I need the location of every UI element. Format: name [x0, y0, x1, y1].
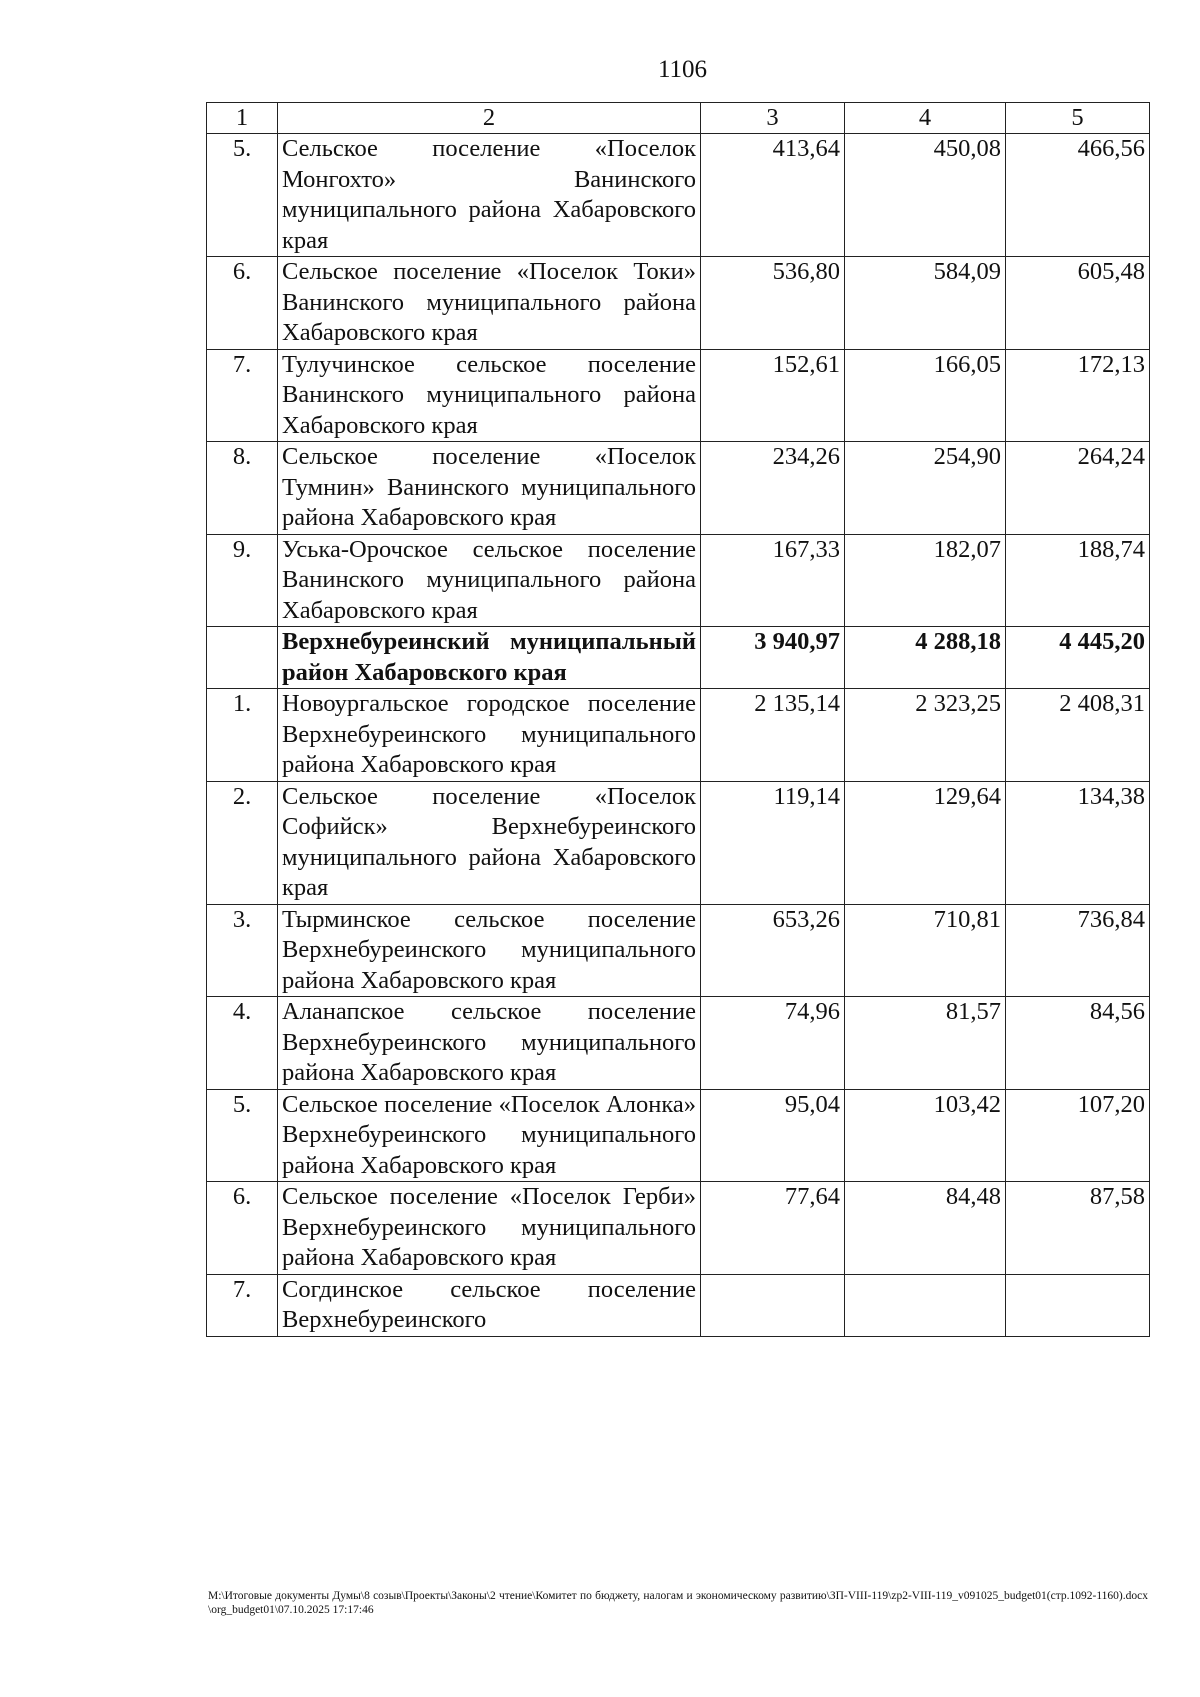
settlement-name-cell: Согдинское сельское поселение Верхнебуреинского — [278, 1274, 701, 1336]
value-col3-cell: 2 135,14 — [701, 689, 845, 782]
table-body — [207, 103, 1150, 1337]
table-header-row — [207, 103, 1150, 134]
value-col3-cell: 119,14 — [701, 781, 845, 904]
value-col3-cell: 3 940,97 — [701, 627, 845, 689]
value-col3-cell: 152,61 — [701, 349, 845, 442]
value-col5-cell: 264,24 — [1006, 442, 1150, 535]
value-col5-cell: 172,13 — [1006, 349, 1150, 442]
value-col4-cell: 84,48 — [845, 1182, 1006, 1275]
footer-file-path: M:\Итоговые документы Думы\8 созыв\Проекты\Законы\2 чтение\Комитет по бюджету, налогам и экономическому развитию\ЗП-VIII-119\zp2-VIII-119_v091025_budget01(стр.1092-1160).docx\org_budget01\07.10.2025 17:17:46 — [208, 1590, 1148, 1616]
value-col5-cell: 107,20 — [1006, 1089, 1150, 1182]
value-col4-cell: 710,81 — [845, 904, 1006, 997]
value-col5-cell: 188,74 — [1006, 534, 1150, 627]
settlement-name-cell: Сельское поселение «Поселок Токи» Ванинского муниципального района Хабаровского края — [278, 257, 701, 350]
value-col4-cell: 254,90 — [845, 442, 1006, 535]
value-col4-cell: 81,57 — [845, 997, 1006, 1090]
table-row — [207, 997, 1150, 1090]
value-col4-cell: 584,09 — [845, 257, 1006, 350]
table-row — [207, 904, 1150, 997]
value-col4-cell — [845, 1274, 1006, 1336]
value-col3-cell: 653,26 — [701, 904, 845, 997]
row-number-cell: 7. — [207, 349, 278, 442]
settlement-name-cell: Аланапское сельское поселение Верхнебуреинского муниципального района Хабаровского края — [278, 997, 701, 1090]
settlement-name-cell: Сельское поселение «Поселок Монгохто» Ванинского муниципального района Хабаровского края — [278, 134, 701, 257]
table-row — [207, 1274, 1150, 1336]
settlement-name-cell: Новоургальское городское поселение Верхнебуреинского муниципального района Хабаровского края — [278, 689, 701, 782]
table-row — [207, 1089, 1150, 1182]
row-number-cell: 5. — [207, 1089, 278, 1182]
row-number-cell: 1. — [207, 689, 278, 782]
value-col4-cell: 166,05 — [845, 349, 1006, 442]
value-col5-cell: 134,38 — [1006, 781, 1150, 904]
settlement-name-cell: Тырминское сельское поселение Верхнебуреинского муниципального района Хабаровского края — [278, 904, 701, 997]
settlement-name-cell: Уська-Орочское сельское поселение Ванинского муниципального района Хабаровского края — [278, 534, 701, 627]
value-col4-cell: 103,42 — [845, 1089, 1006, 1182]
row-number-cell: 6. — [207, 257, 278, 350]
value-col3-cell: 167,33 — [701, 534, 845, 627]
value-col5-cell: 4 445,20 — [1006, 627, 1150, 689]
row-number-cell: 9. — [207, 534, 278, 627]
table-row-district-total — [207, 627, 1150, 689]
value-col3-cell: 77,64 — [701, 1182, 845, 1275]
header-cell-1: 1 — [207, 103, 278, 134]
header-cell-3: 3 — [701, 103, 845, 134]
row-number-cell: 5. — [207, 134, 278, 257]
settlement-name-cell: Сельское поселение «Поселок Алонка» Верхнебуреинского муниципального района Хабаровского края — [278, 1089, 701, 1182]
value-col3-cell: 234,26 — [701, 442, 845, 535]
row-number-cell: 6. — [207, 1182, 278, 1275]
value-col5-cell: 605,48 — [1006, 257, 1150, 350]
header-cell-2: 2 — [278, 103, 701, 134]
value-col3-cell: 536,80 — [701, 257, 845, 350]
row-number-cell: 2. — [207, 781, 278, 904]
table-row — [207, 442, 1150, 535]
value-col3-cell: 95,04 — [701, 1089, 845, 1182]
value-col4-cell: 182,07 — [845, 534, 1006, 627]
value-col5-cell — [1006, 1274, 1150, 1336]
row-number-cell: 8. — [207, 442, 278, 535]
row-number-cell: 7. — [207, 1274, 278, 1336]
value-col4-cell: 129,64 — [845, 781, 1006, 904]
settlement-name-cell: Сельское поселение «Поселок Герби» Верхнебуреинского муниципального района Хабаровского края — [278, 1182, 701, 1275]
table-row — [207, 1182, 1150, 1275]
settlement-name-cell: Верхнебуреинский муниципальный район Хабаровского края — [278, 627, 701, 689]
value-col5-cell: 87,58 — [1006, 1182, 1150, 1275]
settlement-name-cell: Сельское поселение «Поселок Тумнин» Ванинского муниципального района Хабаровского края — [278, 442, 701, 535]
row-number-cell — [207, 627, 278, 689]
row-number-cell: 4. — [207, 997, 278, 1090]
value-col5-cell: 84,56 — [1006, 997, 1150, 1090]
value-col4-cell: 2 323,25 — [845, 689, 1006, 782]
budget-table — [206, 102, 1150, 1337]
value-col3-cell: 413,64 — [701, 134, 845, 257]
table-row — [207, 781, 1150, 904]
row-number-cell: 3. — [207, 904, 278, 997]
value-col4-cell: 4 288,18 — [845, 627, 1006, 689]
value-col4-cell: 450,08 — [845, 134, 1006, 257]
header-cell-5: 5 — [1006, 103, 1150, 134]
value-col3-cell: 74,96 — [701, 997, 845, 1090]
value-col5-cell: 2 408,31 — [1006, 689, 1150, 782]
table-row — [207, 257, 1150, 350]
value-col5-cell: 736,84 — [1006, 904, 1150, 997]
header-cell-4: 4 — [845, 103, 1006, 134]
settlement-name-cell: Тулучинское сельское поселение Ванинского муниципального района Хабаровского края — [278, 349, 701, 442]
table-row — [207, 689, 1150, 782]
value-col3-cell — [701, 1274, 845, 1336]
table-row — [207, 134, 1150, 257]
table-row — [207, 534, 1150, 627]
page-number: 1106 — [657, 56, 708, 83]
value-col5-cell: 466,56 — [1006, 134, 1150, 257]
settlement-name-cell: Сельское поселение «Поселок Софийск» Верхнебуреинского муниципального района Хабаровского края — [278, 781, 701, 904]
table-row — [207, 349, 1150, 442]
